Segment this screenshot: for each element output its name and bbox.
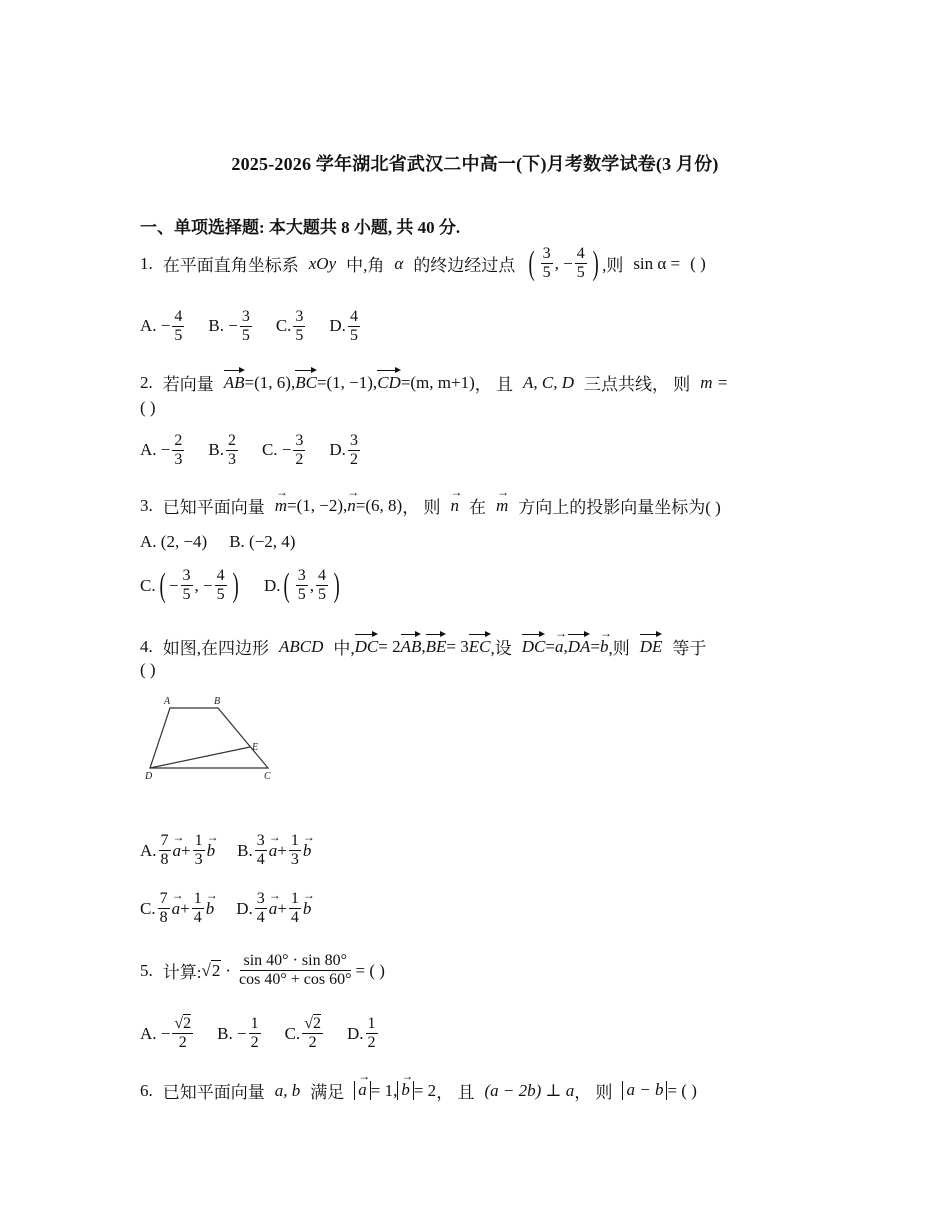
option-a[interactable]: A. − $\frac{√2}{2}$	[140, 1015, 192, 1052]
question-4-options-ab	[140, 832, 311, 870]
option-d[interactable]: D. $\frac{1}{2}$	[346, 1015, 376, 1052]
question-4-blank: ( )	[140, 660, 156, 679]
option-b[interactable]: B. $\frac{3}{4}$ → a + $\frac{1}{3}$ → b	[237, 832, 311, 870]
label-a: A	[164, 696, 171, 707]
option-c[interactable]: C. $\frac{7}{8}$ → a + $\frac{1}{4}$ → b	[140, 890, 214, 928]
label-c: C	[264, 771, 271, 782]
question-6: 6. 已知平面向量 a, b 满足 → a = 1, → b = 2 ， 且 (a − 2b) ⊥ a ， 则 a − b = ( )	[140, 1078, 697, 1103]
question-3: 3. 已知平面向量 → m =(1, −2), → n =(6, 8) ， 则 → n 在 → m 方向上的投影向量坐标为( )	[140, 493, 721, 518]
quadrilateral-figure	[140, 690, 280, 785]
question-4: 4. 如图,在四边形 ABCD 中, DC = 2 AB , BE = 3 EC ,设 DC = → a , DA = → b ,则 DE 等于	[140, 634, 706, 659]
option-a[interactable]: A. (2, −4)	[140, 532, 208, 551]
section-heading: 一、单项选择题: 本大题共 8 小题, 共 40 分.	[140, 218, 461, 237]
question-4-options-cd	[140, 890, 311, 928]
option-c[interactable]: C. $\frac{3}{5}$	[275, 308, 304, 345]
label-e: E	[252, 742, 259, 753]
option-b[interactable]: B. − $\frac{3}{5}$	[208, 308, 250, 345]
question-5-options	[140, 1015, 380, 1053]
option-d[interactable]: D. $\frac{3}{4}$ → a + $\frac{1}{4}$ → b	[236, 890, 311, 928]
label-b: B	[214, 696, 221, 707]
label-d: D	[145, 771, 153, 782]
question-3-options-cd	[140, 567, 343, 605]
option-c[interactable]: C. − $\frac{3}{2}$	[261, 432, 304, 469]
question-1: 1. 在平面直角坐标系 xOy 中,角 α 的终边经过点 ( $\frac{3}{5}$ , − $\frac{4}{5}$ ) ,则 sin α = ( )	[140, 244, 706, 282]
option-d[interactable]: D. $\frac{4}{5}$	[329, 308, 358, 345]
option-a[interactable]: A. $\frac{7}{8}$ → a + $\frac{1}{3}$ → b	[140, 832, 215, 870]
option-d[interactable]: D. ( $\frac{3}{5}$ , $\frac{4}{5}$ )	[263, 566, 340, 604]
option-d[interactable]: D. $\frac{3}{2}$	[329, 432, 358, 469]
option-c[interactable]: C. ( − $\frac{3}{5}$ , − $\frac{4}{5}$ )	[140, 566, 239, 604]
question-3-options-ab	[140, 532, 295, 552]
question-1-options	[140, 308, 362, 346]
option-c[interactable]: C. $\frac{√2}{2}$	[284, 1015, 321, 1052]
segment-de	[150, 747, 250, 768]
option-b[interactable]: B. $\frac{2}{3}$	[208, 432, 236, 469]
option-b[interactable]: B. (−2, 4)	[229, 532, 296, 551]
sqrt-2: √2	[201, 960, 221, 980]
option-b[interactable]: B. − $\frac{1}{2}$	[217, 1015, 259, 1052]
option-a[interactable]: A. − $\frac{4}{5}$	[140, 308, 183, 345]
option-a[interactable]: A. − $\frac{2}{3}$	[140, 432, 183, 469]
question-5: 5. 计算: √2 · $\frac{\sin 40^\circ \cdot \sin 80^\circ}{\cos 40^\circ + \cos 60^\circ}$ = ( )	[140, 952, 385, 989]
question-2-blank: ( )	[140, 398, 156, 417]
quadrilateral-abcd	[150, 708, 268, 768]
question-2-options	[140, 432, 362, 470]
exam-title: 2025-2026 学年湖北省武汉二中高一(下)月考数学试卷(3 月份)	[231, 154, 719, 174]
question-2: 2. 若向量 AB =(1, 6), BC =(1, −1), CD =(m, m+1) ， 且 A, C, D 三点共线， 则 m =	[140, 372, 729, 394]
